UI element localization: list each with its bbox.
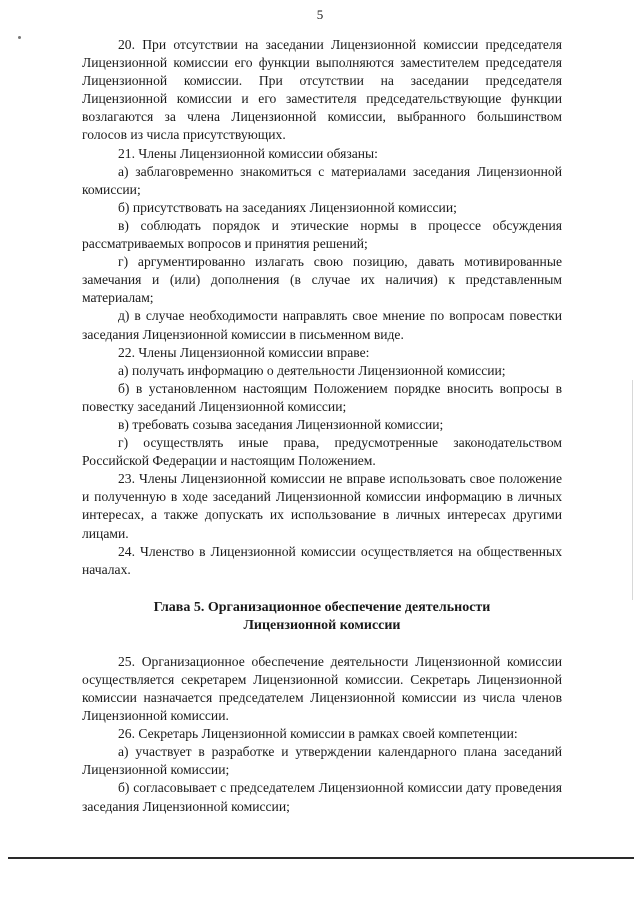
chapter-heading: [82, 599, 562, 636]
list-item-21d: г) аргументированно излагать свою позицию, давать мотивированные замечания и (или) дополнения (в случае их наличия) к представленным материалам;: [82, 254, 562, 306]
scan-edge-line: [632, 380, 633, 600]
list-item-21e: д) в случае необходимости направлять свое мнение по вопросам повестки заседания Лицензионной комиссии в письменном виде.: [82, 308, 562, 342]
list-item-26a: а) участвует в разработке и утверждении календарного плана заседаний Лицензионной комиссии;: [82, 744, 562, 778]
spacer: [82, 636, 562, 653]
list-item-22c: в) требовать созыва заседания Лицензионной комиссии;: [118, 416, 444, 432]
chapter-heading-line1: Глава 5. Организационное обеспечение деятельности: [153, 599, 491, 615]
list-item-21c: в) соблюдать порядок и этические нормы в процессе обсуждения рассматриваемых вопросов и принятия решений;: [82, 217, 562, 252]
scan-margin-mark: [18, 36, 21, 39]
list-item-21b: б) присутствовать на заседаниях Лицензионной комиссии;: [118, 199, 457, 215]
paragraph-21: 21. Члены Лицензионной комиссии обязаны:: [118, 145, 378, 161]
chapter-heading-line2: Лицензионной комиссии: [243, 618, 401, 634]
paragraph-26: 26. Секретарь Лицензионной комиссии в рамках своей компетенции:: [118, 726, 518, 742]
paragraph-25: 25. Организационное обеспечение деятельности Лицензионной комиссии осуществляется секретарем Лицензионной комиссии. Секретарь Лицензионной комиссии назначается председателем Лицензионной комиссии из числа членов Лицензионной комиссии.: [82, 653, 562, 724]
page-number: 5: [316, 7, 324, 22]
document-body: [82, 36, 562, 816]
paragraph-24: 24. Членство в Лицензионной комиссии осуществляется на общественных началах.: [82, 543, 562, 577]
list-item-22a: а) получать информацию о деятельности Лицензионной комиссии;: [118, 362, 506, 378]
paragraph-22: 22. Члены Лицензионной комиссии вправе:: [118, 344, 370, 360]
list-item-21a: а) заблаговременно знакомиться с материалами заседания Лицензионной комиссии;: [82, 163, 562, 197]
list-item-22b: б) в установленном настоящим Положением порядке вносить вопросы в повестку заседаний Лицензионной комиссии;: [82, 380, 562, 414]
paragraph-20: 20. При отсутствии на заседании Лицензионной комиссии председателя Лицензионной комиссии его функции выполняются заместителем председателя Лицензионной комиссии. При отсутствии на заседании председателя Лицензионной комиссии и его заместителя председательствующие функции возлагаются за члена Лицензионной комиссии, выбранного большинством голосов из числа присутствующих.: [82, 37, 562, 143]
paragraph-23: 23. Члены Лицензионной комиссии не вправе использовать свое положение и полученную в ходе заседаний Лицензионной комиссии информацию в личных интересах, а также допускать их использование в личных интересах другими лицами.: [82, 471, 562, 541]
footer-rule: [8, 857, 634, 859]
list-item-26b: б) согласовывает с председателем Лицензионной комиссии дату проведения заседания Лицензионной комиссии;: [82, 780, 562, 814]
list-item-22d: г) осуществлять иные права, предусмотренные законодательством Российской Федерации и настоящим Положением.: [82, 435, 562, 469]
